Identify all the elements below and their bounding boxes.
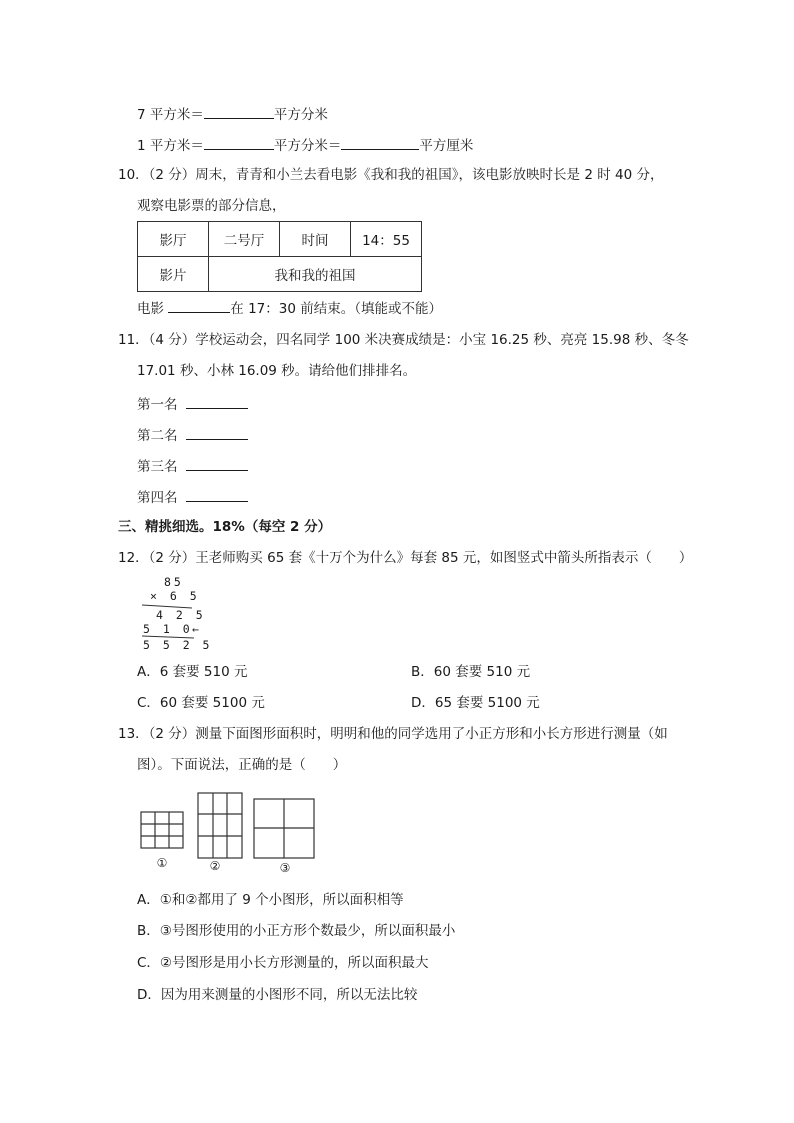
q10-answer-suffix: 在 17：30 前结束。（填能或不能） (230, 301, 442, 317)
q9-line2-unit: 平方厘米 (419, 138, 474, 154)
option-c[interactable]: C．60 套要 5100 元 (137, 695, 265, 711)
figure-label: ③ (279, 861, 291, 875)
movie-ticket-table (137, 221, 422, 292)
rank-row (137, 455, 248, 477)
option-d[interactable]: D．因为用来测量的小图形不同，所以无法比较 (137, 987, 418, 1003)
q13-text-line1: 13．（2 分）测量下面图形面积时，明明和他的同学选用了小正方形和小长方形进行测量（如 (118, 726, 668, 742)
q9-line2-mid: 平方分米＝ (273, 138, 342, 154)
rank-label: 第四名 (137, 490, 178, 506)
q9-line1-left: 7 平方米＝ (137, 107, 204, 123)
q10-answer-line (137, 297, 442, 319)
time-value: 14：55 (351, 222, 422, 257)
answer-blank[interactable] (204, 134, 274, 150)
calc-partial-product-1: 4 2 5 (156, 608, 206, 622)
grid-figures (135, 790, 335, 880)
calc-multiplicand: 85 (164, 575, 184, 589)
q9-line2-left: 1 平方米＝ (137, 138, 204, 154)
option-b[interactable]: B．③号图形使用的小正方形个数最少，所以面积最小 (137, 923, 456, 939)
vertical-multiplication (140, 575, 220, 655)
rank-row (137, 486, 248, 508)
answer-blank[interactable] (186, 486, 248, 502)
rank-row (137, 393, 248, 415)
section-heading: 三、精挑细选。18%（每空 2 分） (118, 519, 332, 535)
option-a[interactable]: A．6 套要 510 元 (137, 664, 248, 680)
q9-line1 (137, 103, 328, 125)
figure-label: ① (156, 856, 168, 870)
rank-label: 第一名 (137, 397, 178, 413)
film-value: 我和我的祖国 (209, 257, 422, 292)
q10-text-line2: 观察电影票的部分信息， (137, 198, 286, 214)
figure-2-grid (198, 793, 242, 858)
calc-partial-product-2: 5 1 0 (143, 622, 193, 636)
answer-blank[interactable] (168, 297, 230, 313)
q9-line2 (137, 134, 473, 156)
q11-text-line1: 11．（4 分）学校运动会，四名同学 100 米决赛成绩是：小宝 16.25 秒、亮亮 15.98 秒、冬冬 (118, 332, 689, 348)
answer-blank[interactable] (186, 424, 248, 440)
answer-blank[interactable] (341, 134, 419, 150)
rank-label: 第二名 (137, 428, 178, 444)
option-b[interactable]: B．60 套要 510 元 (411, 664, 531, 680)
rank-label: 第三名 (137, 459, 178, 475)
film-label: 影片 (138, 257, 209, 292)
answer-blank[interactable] (186, 455, 248, 471)
figure-1-grid (141, 812, 183, 848)
hall-label: 影厅 (138, 222, 209, 257)
q10-text-line1: 10．（2 分）周末，青青和小兰去看电影《我和我的祖国》，该电影放映时长是 2 时 40 分， (118, 167, 664, 183)
calc-multiplier: × 6 5 (150, 589, 200, 603)
calc-product: 5 5 2 5 (143, 638, 213, 652)
option-c[interactable]: C．②号图形是用小长方形测量的，所以面积最大 (137, 955, 429, 971)
time-label: 时间 (280, 222, 351, 257)
figure-label: ② (209, 859, 221, 873)
q12-text: 12．（2 分）王老师购买 65 套《十万个为什么》每套 85 元，如图竖式中箭头所指表示（ ） (118, 550, 693, 566)
q9-line1-unit: 平方分米 (273, 107, 328, 123)
hall-value: 二号厅 (209, 222, 280, 257)
q10-answer-prefix: 电影 (137, 301, 164, 317)
arrow-left-icon: ← (192, 622, 199, 636)
rank-row (137, 424, 248, 446)
figure-3-grid (254, 799, 314, 858)
answer-blank[interactable] (204, 103, 274, 119)
answer-blank[interactable] (186, 393, 248, 409)
table-row (138, 222, 422, 257)
option-d[interactable]: D．65 套要 5100 元 (411, 695, 540, 711)
q13-text-line2: 图）。下面说法，正确的是（ ） (137, 757, 347, 773)
table-row (138, 257, 422, 292)
option-a[interactable]: A．①和②都用了 9 个小图形，所以面积相等 (137, 892, 404, 908)
q11-text-line2: 17.01 秒、小林 16.09 秒。请给他们排排名。 (137, 363, 417, 379)
